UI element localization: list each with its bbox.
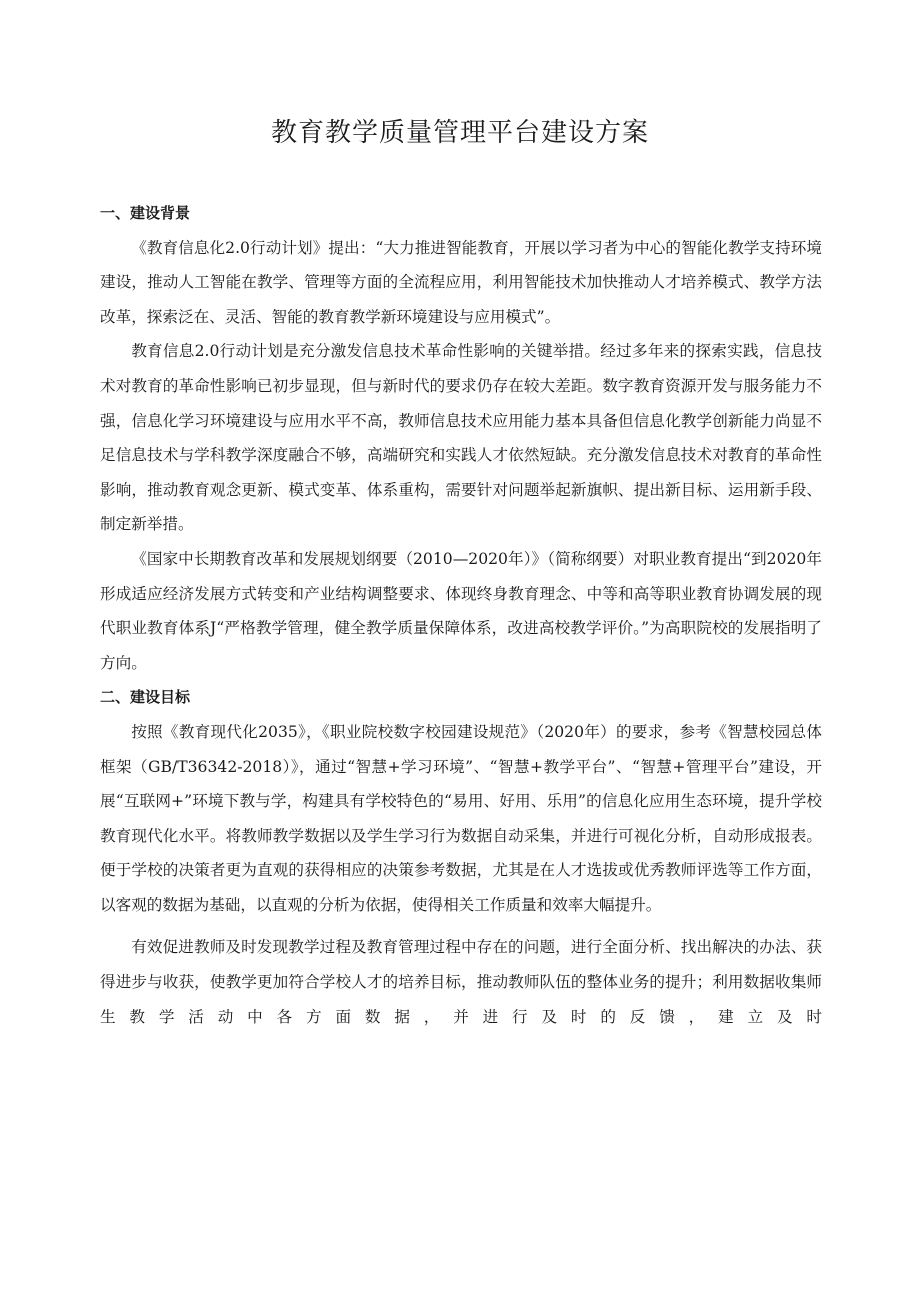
paragraph-goals-2: 有效促进教师及时发现教学过程及教育管理过程中存在的问题，进行全面分析、找出解决的办法、获得进步与收获，使教学更加符合学校人才的培养目标，推动教师队伍的整体业务的提升；利用数据收集师生教学活动中各方面数据，并进行及时的反馈，建立及时: [100, 938, 822, 1026]
paragraph-background-2: 教育信息2.0行动计划是充分激发信息技术革命性影响的关键举措。经过多年来的探索实践，信息技术对教育的革命性影响已初步显现，但与新时代的要求仍存在较大差距。数字教育资源开发与服务能力不强，信息化学习环境建设与应用水平不高，教师信息技术应用能力基本具备但信息化教学创新能力尚显不足信息技术与学科教学深度融合不够，高端研究和实践人才依然短缺。充分激发信息技术对教育的革命性影响，推动教育观念更新、模式变革、体系重构，需要针对问题举起新旗帜、提出新目标、运用新手段、制定新举措。: [100, 342, 822, 534]
paragraph-background-1: 《教育信息化2.0行动计划》提出：“大力推进智能教育，开展以学习者为中心的智能化教学支持环境建设，推动人工智能在教学、管理等方面的全流程应用，利用智能技术加快推动人才培养模式、教学方法改革，探索泛在、灵活、智能的教育教学新环境建设与应用模式”。: [100, 238, 822, 326]
document-title: 教育教学质量管理平台建设方案: [270, 118, 649, 148]
paragraph-background-3: 《国家中长期教育改革和发展规划纲要（2010—2020年）》（简称纲要）对职业教育提出“到2020年形成适应经济发展方式转变和产业结构调整要求、体现终身教育理念、中等和高等职业教育协调发展的现代职业教育体系J“严格教学管理，健全教学质量保障体系，改进高校教学评价。”为高职院校的发展指明了方向。: [100, 549, 822, 672]
section-background: [100, 196, 822, 680]
document-body: [100, 196, 822, 1034]
paragraph-goals-1: 按照《教育现代化2035》，《职业院校数字校园建设规范》（2020年）的要求，参考《智慧校园总体框架（GB/T36342-2018）》，通过“智慧+学习环境”、“智慧+教学平台”、“智慧+管理平台”建设，开展“互联网+”环境下教与学，构建具有学校特色的“易用、好用、乐用”的信息化应用生态环境，提升学校教育现代化水平。将教师教学数据以及学生学习行为数据自动采集，并进行可视化分析，自动形成报表。便于学校的决策者更为直观的获得相应的决策参考数据，尤其是在人才选拔或优秀教师评选等工作方面，以客观的数据为基础，以直观的分析为依据，使得相关工作质量和效率大幅提升。: [100, 722, 822, 914]
section-heading-goals: 二、建设目标: [100, 688, 191, 707]
section-heading-background: 一、建设背景: [100, 204, 191, 222]
section-goals: [100, 680, 822, 1034]
